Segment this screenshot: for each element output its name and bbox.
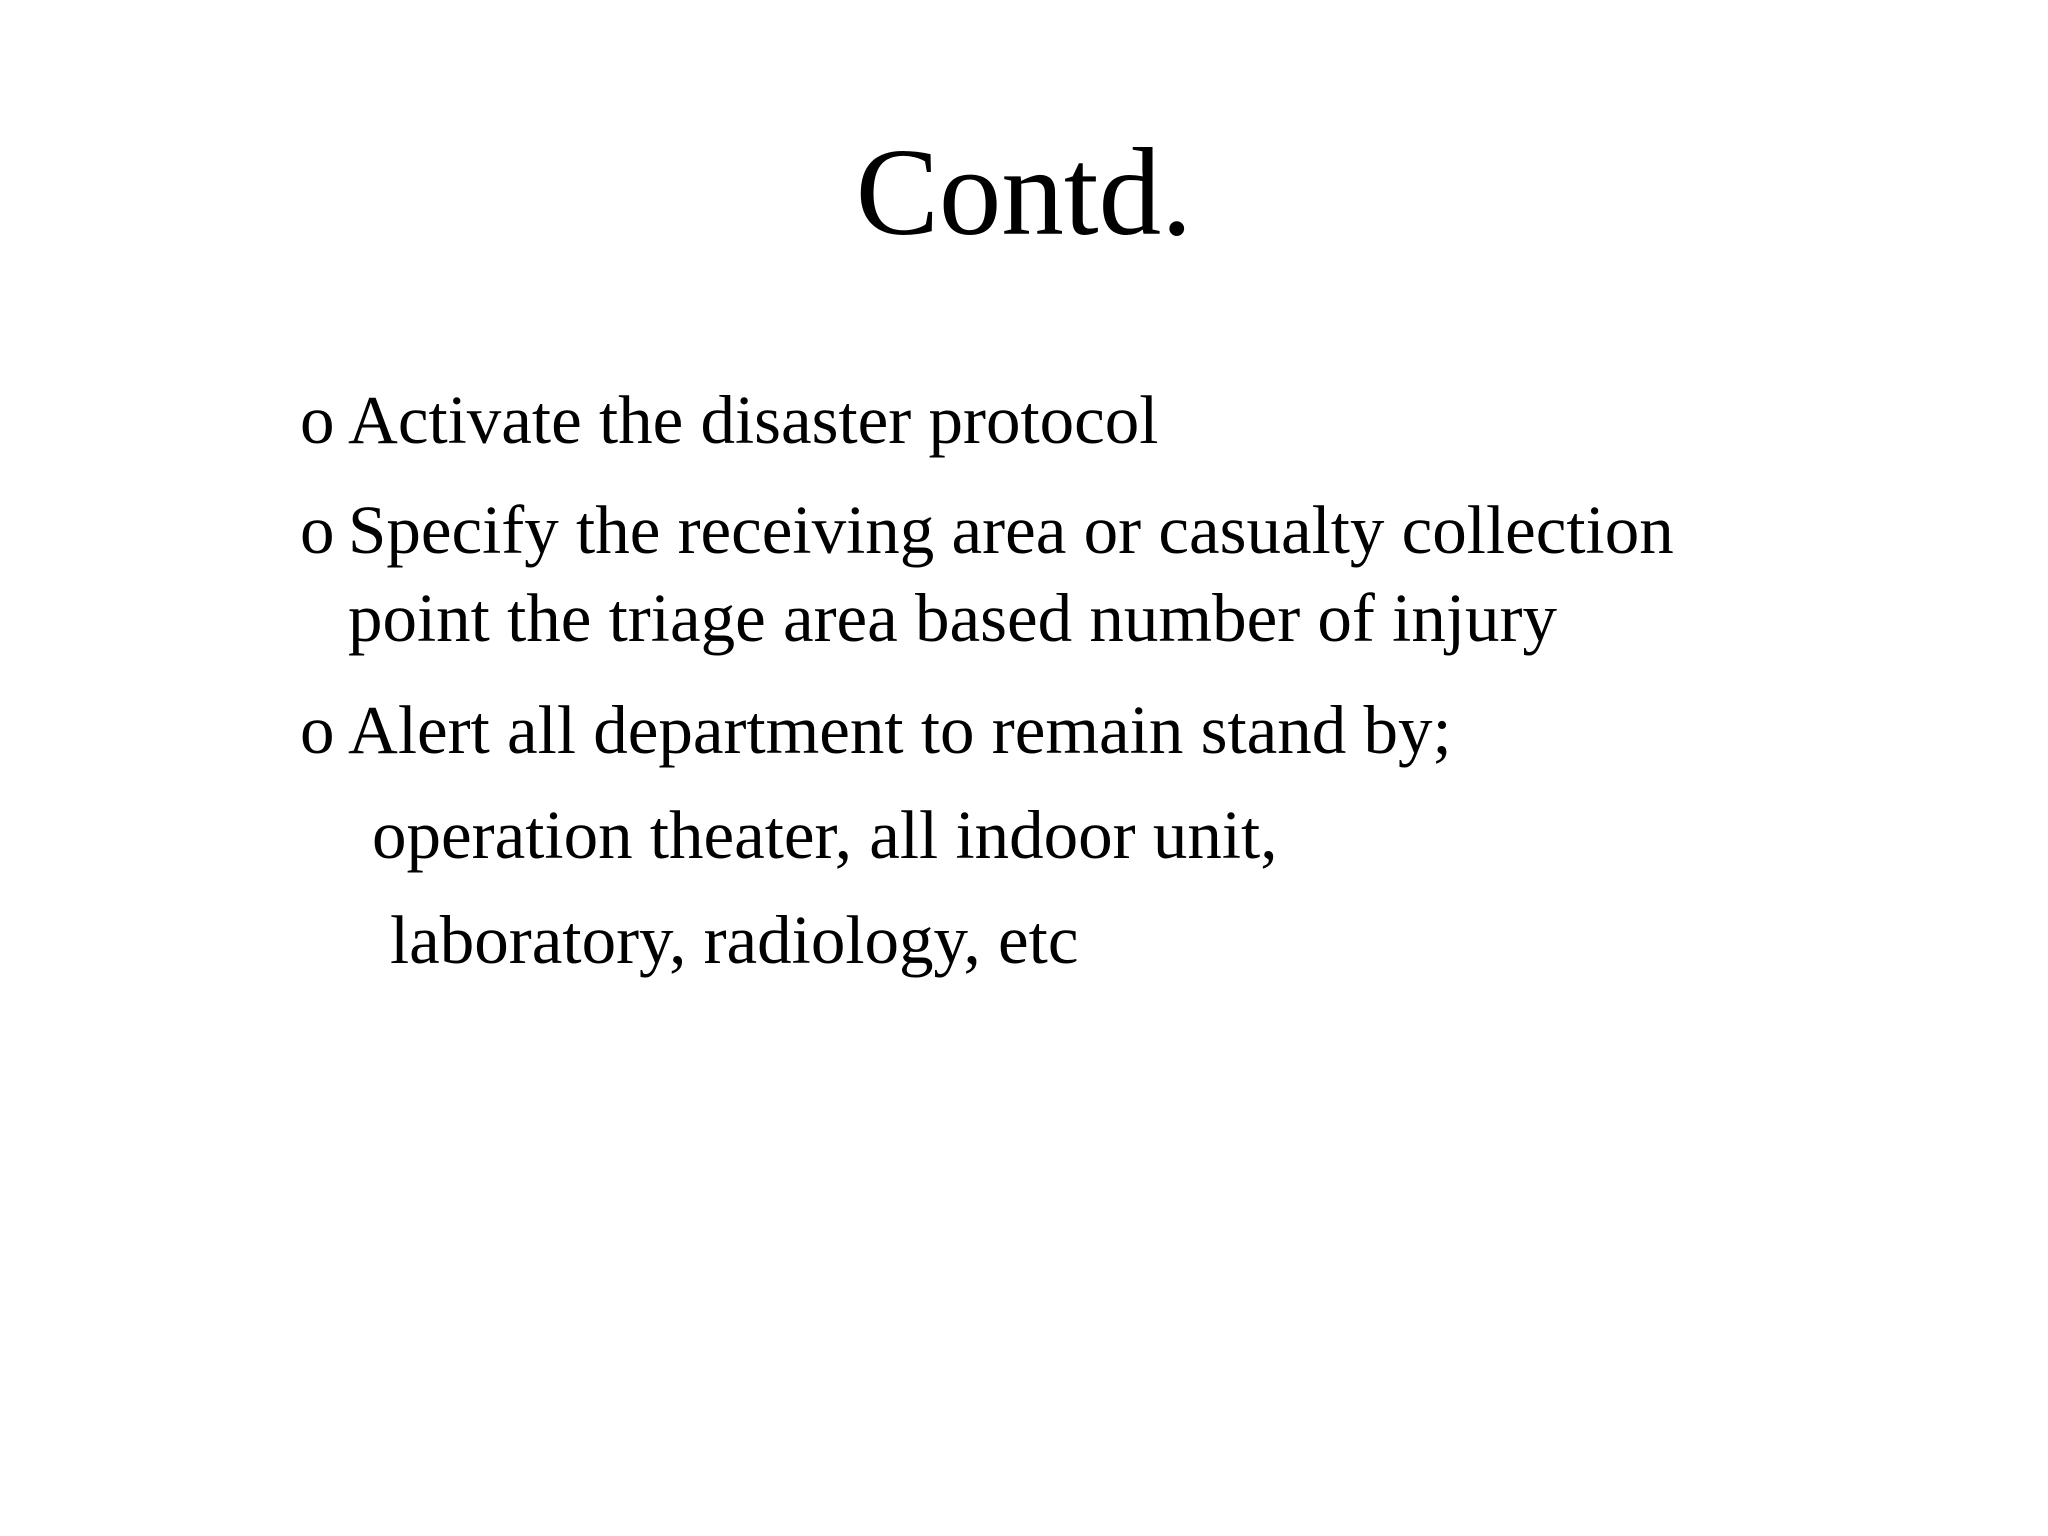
continuation-line: laboratory, radiology, etc — [390, 902, 1079, 978]
bullet-marker-icon: o — [300, 492, 335, 568]
bullet-text: Activate the disaster protocol — [348, 382, 1159, 458]
bullet-item — [300, 690, 1452, 770]
bullet-text-continuation: point the triage area based number of injury — [348, 580, 1557, 656]
bullet-marker-icon: o — [300, 692, 335, 768]
bullet-text: Specify the receiving area or casualty collection — [348, 492, 1674, 568]
slide-title: Contd. — [855, 124, 1193, 262]
bullet-marker-icon: o — [300, 382, 335, 458]
bullet-item — [300, 490, 1674, 570]
bullet-text: Alert all department to remain stand by; — [348, 692, 1452, 768]
bullet-item — [300, 380, 1158, 460]
continuation-line: operation theater, all indoor unit, — [372, 797, 1278, 873]
